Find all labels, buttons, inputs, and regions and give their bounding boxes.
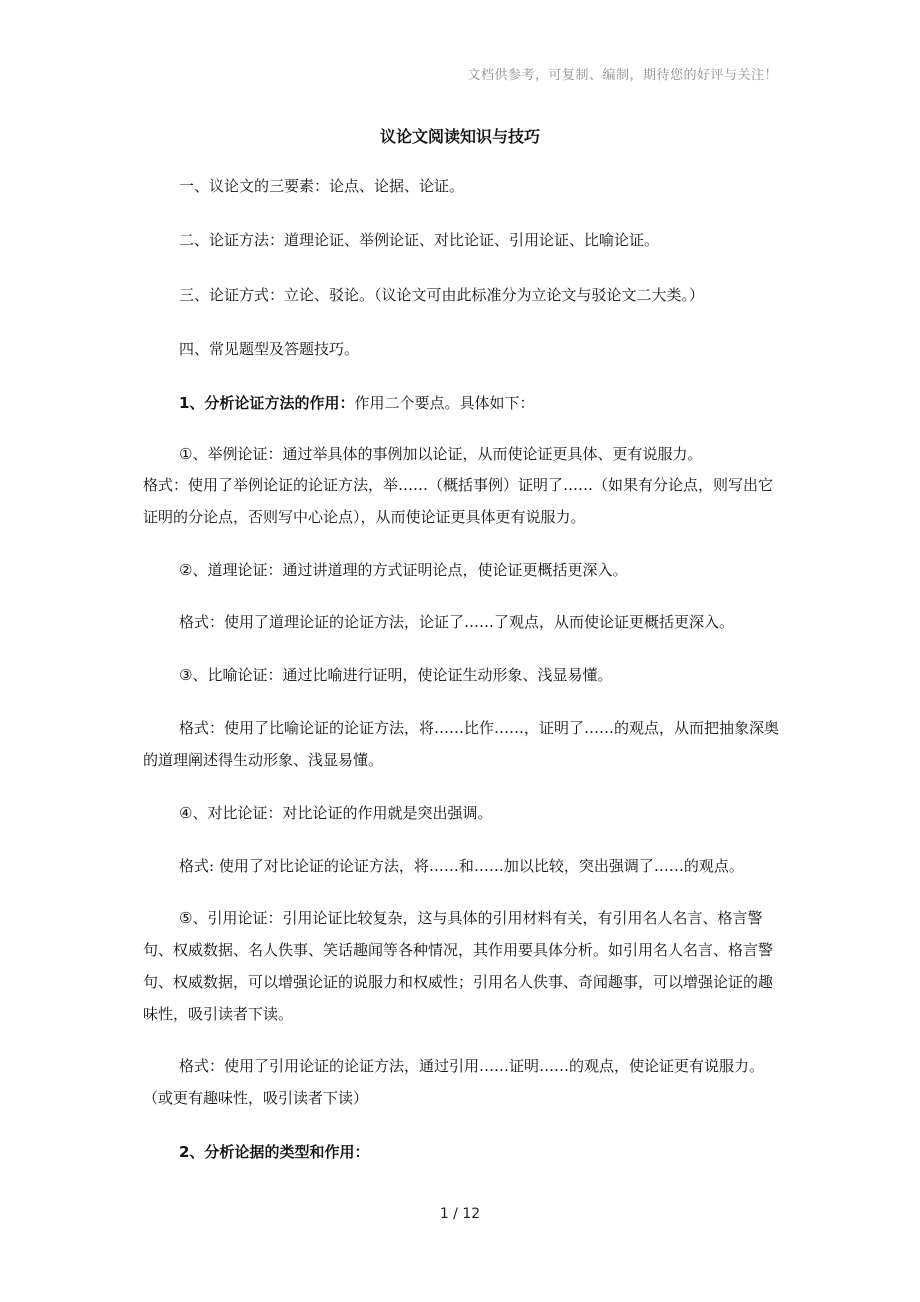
method-2-format: 格式：使用了道理论证的论证方法，论证了……了观点，从而使论证更概括更深入。 — [179, 613, 735, 631]
section-4: 四、常见题型及答题技巧。 — [179, 340, 360, 358]
method-5-description: ⑤、引用论证：引用论证比较复杂，这与具体的引用材料有关，有引用名人名言、格言警句、权威数据、名人佚事、笑话趣闻等各种情况，其作用要具体分析。如引用名人名言、格言警句、权威数据，可以增强论证的说服力和权威性；引用名人佚事、奇闻趣事，可以增强论证的趣味性，吸引读者下读。 — [143, 909, 774, 1023]
section-3: 三、论证方式：立论、驳论。（议论文可由此标准分为立论文与驳论文二大类。） — [179, 286, 705, 304]
page-indicator: 1 / 12 — [439, 1206, 481, 1222]
method-3-format: 格式：使用了比喻论证的论证方法，将……比作……，证明了……的观点，从而把抽象深奥的道理阐述得生动形象、浅显易懂。 — [143, 719, 780, 769]
method-5-format: 格式：使用了引用论证的论证方法，通过引用……证明……的观点，使论证更有说服力。（或更有趣味性，吸引读者下读） — [143, 1057, 765, 1107]
method-3-description: ③、比喻论证：通过比喻进行证明，使论证生动形象、浅显易懂。 — [179, 666, 613, 684]
method-4-description: ④、对比论证：对比论证的作用就是突出强调。 — [179, 804, 493, 822]
section-2: 二、论证方法：道理论证、举例论证、对比论证、引用论证、比喻论证。 — [179, 231, 660, 249]
document-title: 议论文阅读知识与技巧 — [379, 127, 540, 146]
question-1 — [143, 387, 783, 419]
method-2-description: ②、道理论证：通过讲道理的方式证明论点，使论证更概括更深入。 — [179, 561, 628, 579]
question-1-text: 作用二个要点。具体如下： — [354, 394, 535, 412]
question-1-heading: 1、分析论证方法的作用： — [179, 394, 355, 412]
method-1-format: 格式：使用了举例论证的论证方法，举……（概括事例）证明了……（如果有分论点，则写出它证明的分论点，否则写中心论点），从而使论证更具体更有说服力。 — [143, 476, 774, 526]
method-4-format: 格式: 使用了对比论证的论证方法，将……和……加以比较，突出强调了……的观点。 — [179, 857, 744, 875]
header-note: 文档供参考，可复制、编制，期待您的好评与关注！ — [467, 68, 778, 83]
section-1: 一、议论文的三要素：论点、论据、论证。 — [179, 177, 465, 195]
question-2-heading: 2、分析论据的类型和作用： — [179, 1143, 370, 1161]
method-1-description: ①、举例论证：通过举具体的事例加以论证，从而使论证更具体、更有说服力。 — [179, 445, 703, 463]
